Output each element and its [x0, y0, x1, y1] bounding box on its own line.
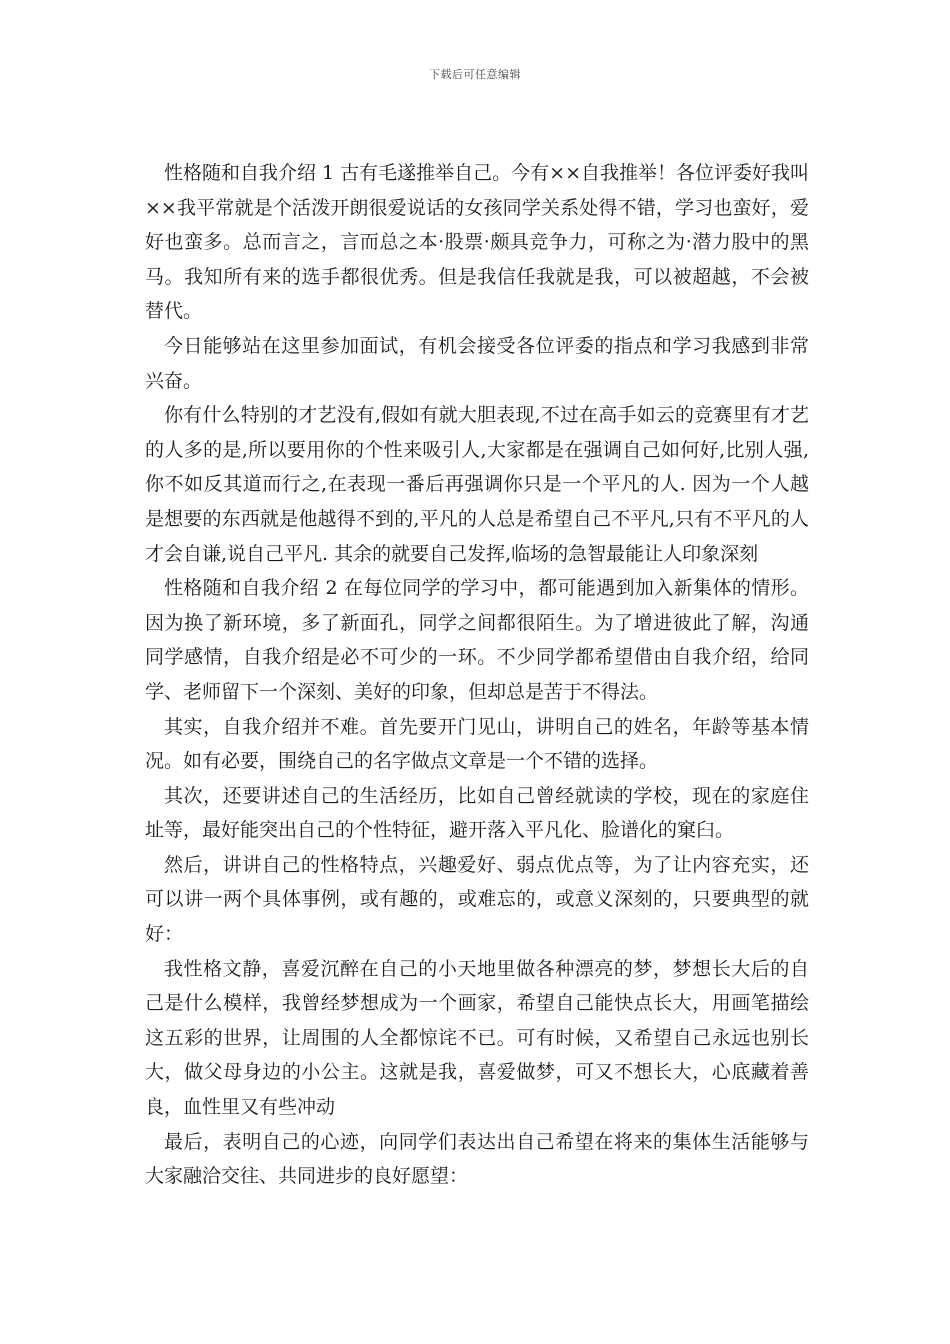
paragraph-interview: 今日能够站在这里参加面试，有机会接受各位评委的指点和学习我感到非常兴奋。	[145, 334, 809, 392]
paragraph-first: 其实，自我介绍并不难。首先要开门见山，讲明自己的姓名，年龄等基本情况。如有必要，围绕自己的名字做点文章是一个不错的选择。	[145, 715, 809, 773]
paragraph-example: 我性格文静，喜爱沉醉在自己的小天地里做各种漂亮的梦，梦想长大后的自己是什么模样，我曾经梦想成为一个画家，希望自己能快点长大，用画笔描绘这五彩的世界，让周围的人全都惊诧不已。可有时候，又希望自己永远也别长大，做父母身边的小公主。这就是我，喜爱做梦，可又不想长大，心底藏着善良，血性里又有些冲动	[145, 957, 809, 1119]
page-header: 下载后可任意编辑	[429, 68, 521, 81]
paragraph-intro-1: 性格随和自我介绍 1 古有毛遂推举自己。今有××自我推举！各位评委好我叫××我平常就是个活泼开朗很爱说话的女孩同学关系处得不错，学习也蛮好，爱好也蛮多。总而言之，言而总之本·股票·颇具竞争力，可称之为·潜力股中的黑马。我知所有来的选手都很优秀。但是我信任我就是我，可以被超越，不会被替代。	[145, 162, 810, 323]
paragraph-finally: 最后，表明自己的心迹，向同学们表达出自己希望在将来的集体生活能够与大家融洽交往、共同进步的良好愿望：	[145, 1130, 809, 1188]
paragraph-talent: 你有什么特别的才艺没有,假如有就大胆表现,不过在高手如云的竞赛里有才艺的人多的是,所以要用你的个性来吸引人,大家都是在强调自己如何好,比别人强,你不如反其道而行之,在表现一番后再强调你只是一个平凡的人. 因为一个人越是想要的东西就是他越得不到的,平凡的人总是希望自己不平凡,只有不平凡的人才会自谦,说自己平凡. 其余的就要自己发挥,临场的急智最能让人印象深刻	[145, 404, 809, 565]
paragraph-intro-2: 性格随和自我介绍 2 在每位同学的学习中，都可能遇到加入新集体的情形。因为换了新环境，多了新面孔，同学之间都很陌生。为了增进彼此了解，沟通同学感情，自我介绍是必不可少的一环。不少同学都希望借由自我介绍，给同学、老师留下一个深刻、美好的印象，但却总是苦于不得法。	[145, 577, 809, 703]
document-body	[145, 156, 809, 1194]
paragraph-second: 其次，还要讲述自己的生活经历，比如自己曾经就读的学校，现在的家庭住址等，最好能突出自己的个性特征，避开落入平凡化、脸谱化的窠臼。	[145, 784, 809, 842]
paragraph-then: 然后，讲讲自己的性格特点，兴趣爱好、弱点优点等，为了让内容充实，还可以讲一两个具体事例，或有趣的，或难忘的，或意义深刻的，只要典型的就好：	[145, 853, 809, 946]
